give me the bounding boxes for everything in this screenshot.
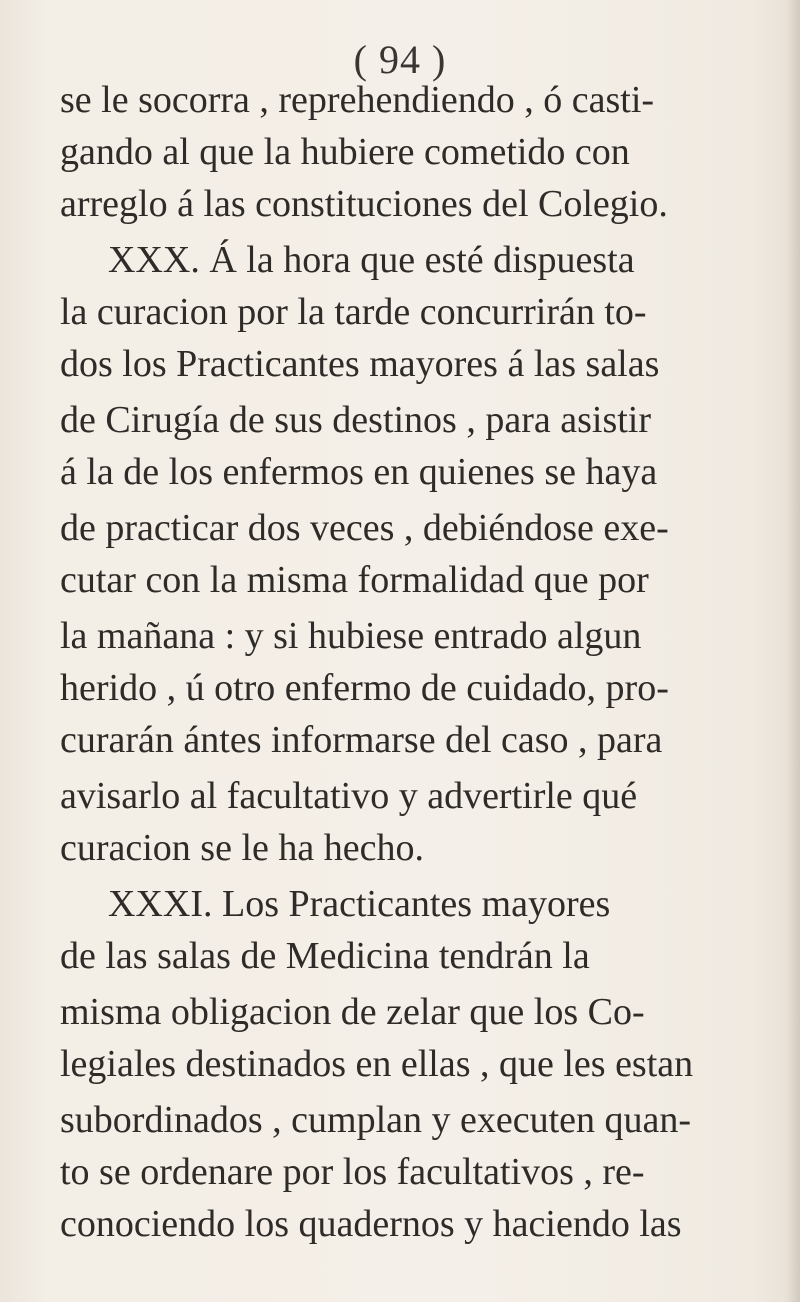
page-edge-shadow <box>786 0 800 1302</box>
text-line: de Cirugía de sus destinos , para asistir <box>60 399 652 441</box>
text-line: curarán ántes informarse del caso , para <box>60 719 663 761</box>
section-heading-xxxi: XXXI. Los Practicantes mayores <box>108 883 611 925</box>
text-line: dos los Practicantes mayores á las salas <box>60 343 660 385</box>
page-number: ( 94 ) <box>353 37 447 82</box>
text-line: la curacion por la tarde concurrirán to- <box>60 291 647 333</box>
text-line: se le socorra , reprehendiendo , ó casti- <box>60 79 655 121</box>
text-line: gando al que la hubiere cometido con <box>60 131 630 173</box>
text-line: avisarlo al facultativo y advertirle qué <box>60 775 638 817</box>
section-heading-xxx: XXX. Á la hora que esté dispuesta <box>108 239 635 281</box>
text-line: legiales destinados en ellas , que les estan <box>60 1043 694 1085</box>
text-line: to se ordenare por los facultativos , re- <box>60 1151 645 1193</box>
text-line: á la de los enfermos en quienes se haya <box>60 451 658 493</box>
text-line: subordinados , cumplan y executen quan- <box>60 1099 692 1141</box>
text-line: cutar con la misma formalidad que por <box>60 559 649 601</box>
text-line: curacion se le ha hecho. <box>60 827 424 869</box>
text-line: conociendo los quadernos y haciendo las <box>60 1203 682 1245</box>
text-line: herido , ú otro enfermo de cuidado, pro- <box>60 667 669 709</box>
text-line: de las salas de Medicina tendrán la <box>60 935 590 977</box>
text-line: misma obligacion de zelar que los Co- <box>60 991 645 1033</box>
text-line: arreglo á las constituciones del Colegio. <box>60 183 668 225</box>
text-line: la mañana : y si hubiese entrado algun <box>60 615 642 657</box>
text-line: de practicar dos veces , debiéndose exe- <box>60 507 669 549</box>
